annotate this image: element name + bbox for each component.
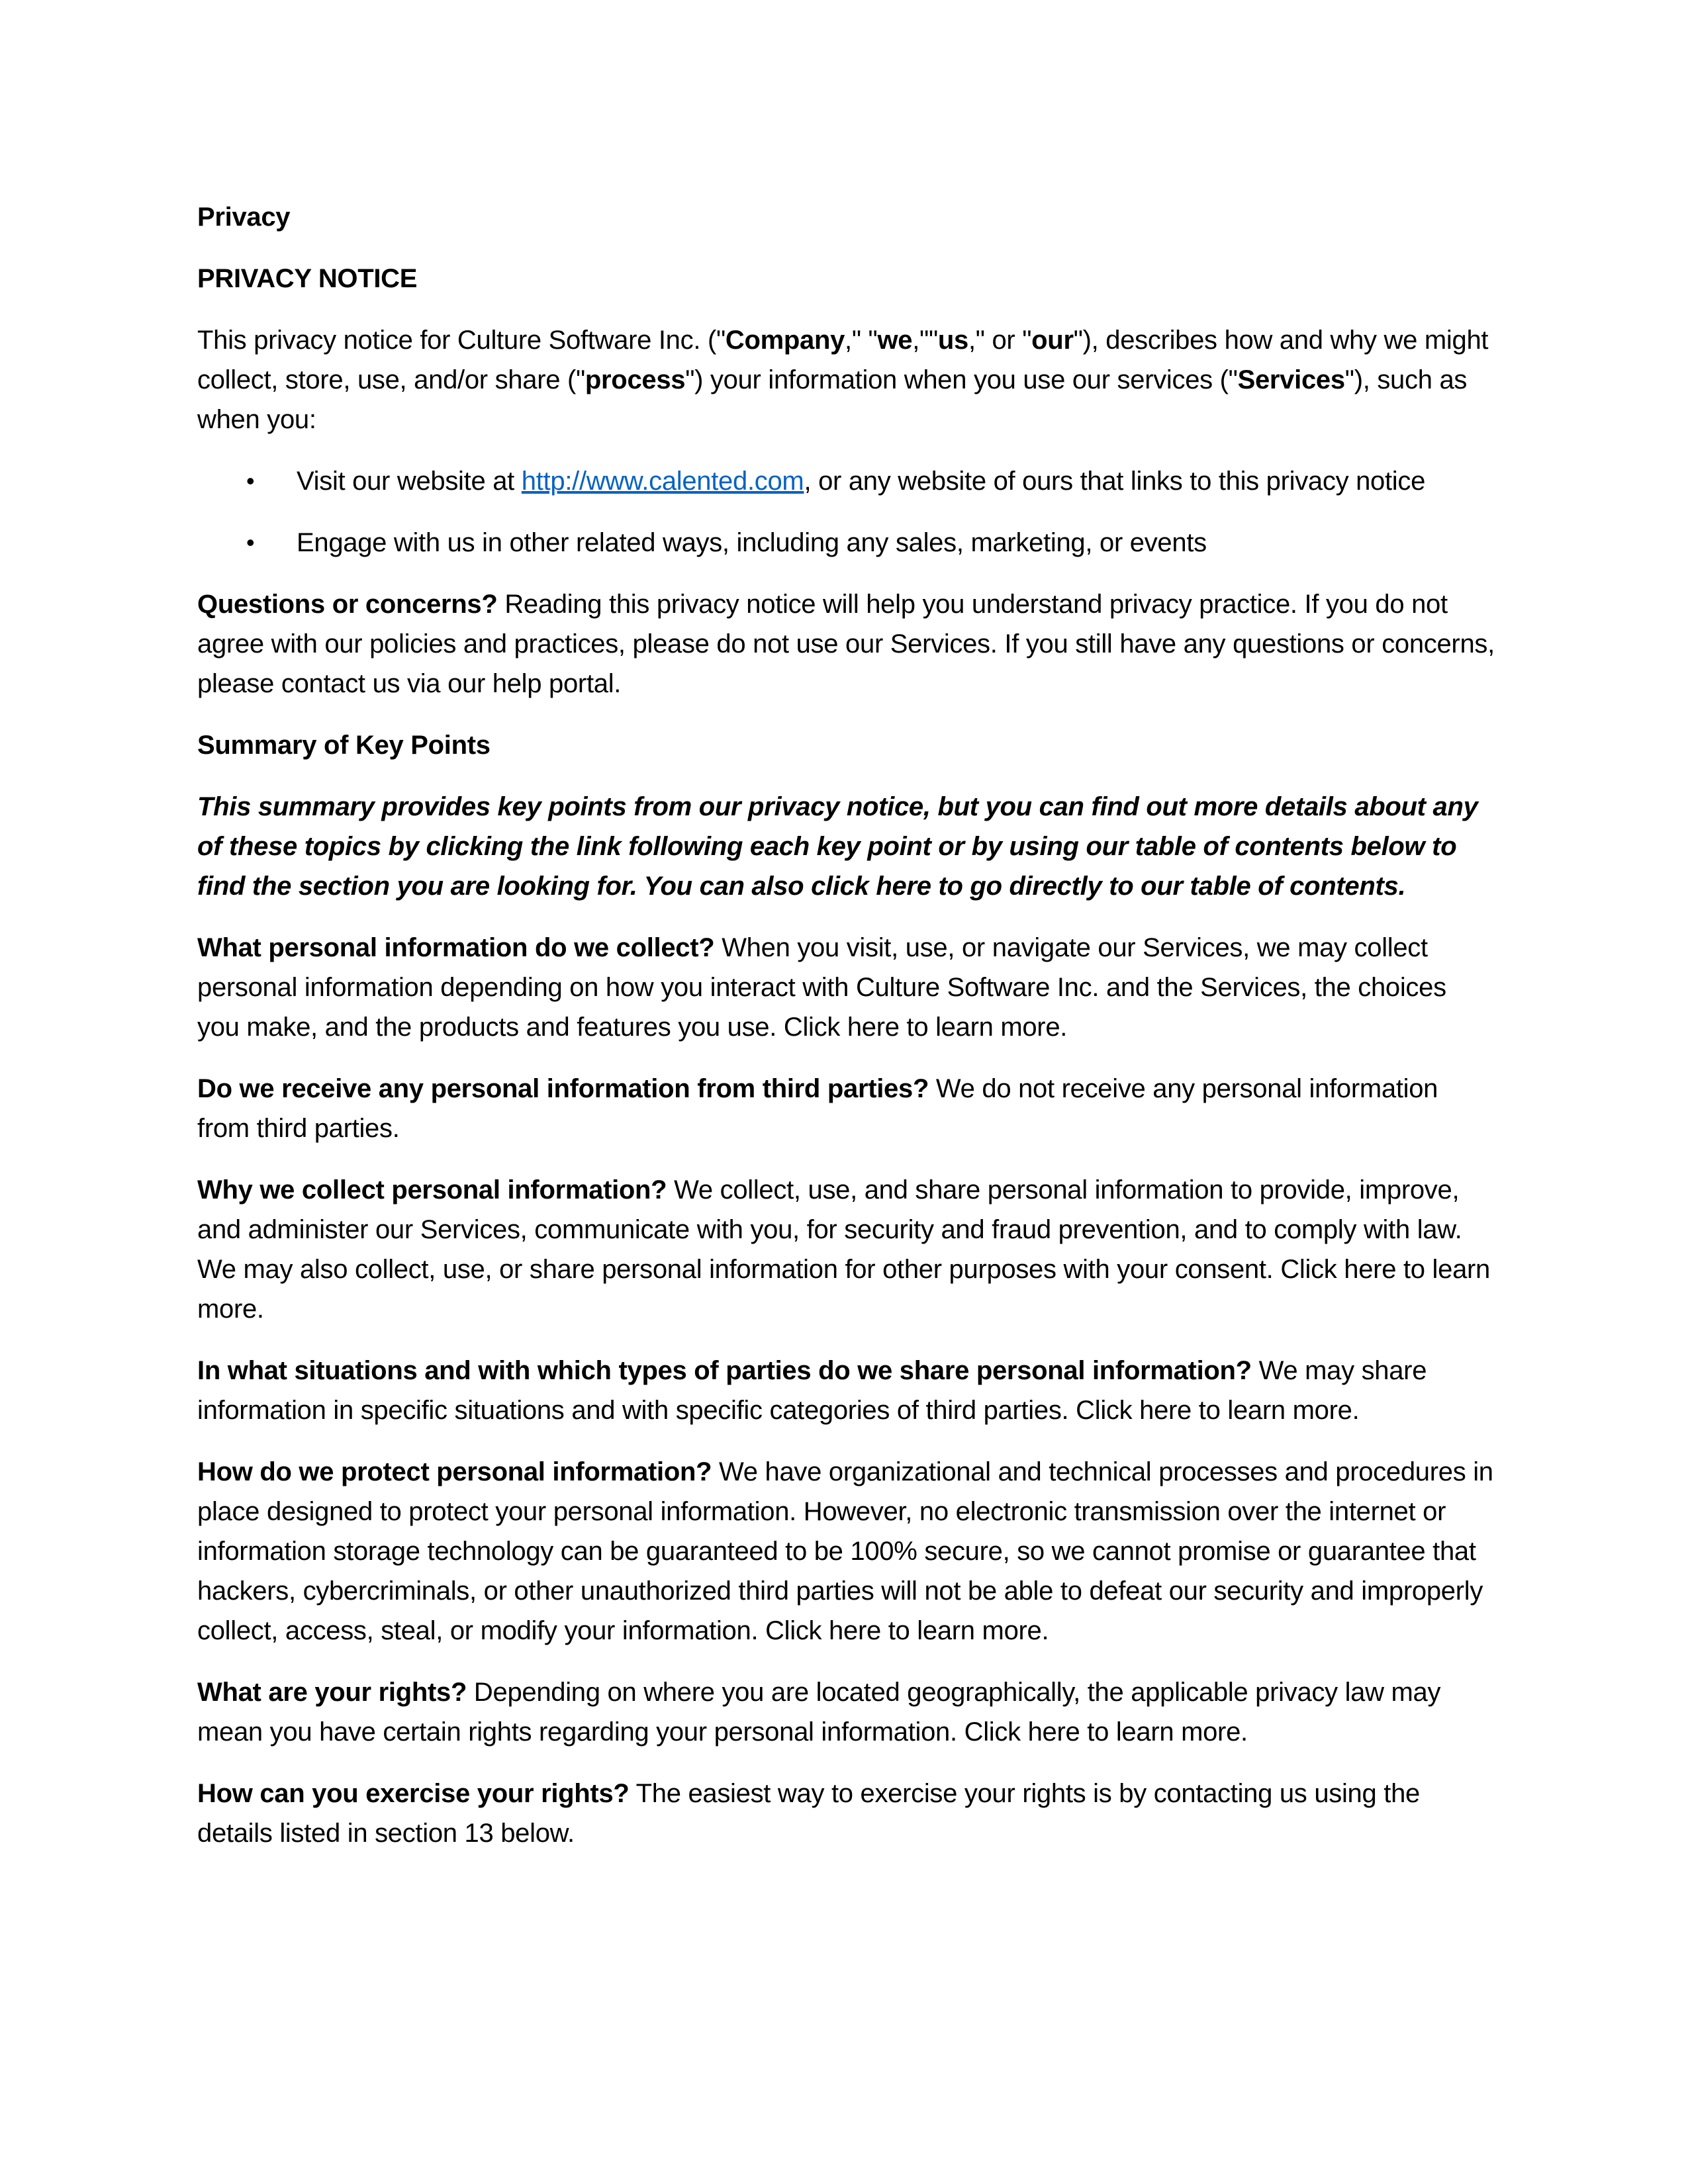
term-our: our <box>1031 326 1074 355</box>
key-point-question: What personal information do we collect? <box>197 933 715 962</box>
website-link[interactable]: http://www.calented.com <box>521 467 804 496</box>
key-point-answer: When you visit, use, or navigate our Services, we may collect personal information depending on how you interact with Culture Software Inc. and the Services, the choices you make, and the products and features you use. Click here to learn more. <box>197 933 1446 1042</box>
key-point <box>197 1672 1495 1752</box>
key-point-answer: Depending on where you are located geographically, the applicable privacy law may mean you have certain rights regarding your personal information. Click here to learn more. <box>197 1678 1441 1747</box>
key-point-question: What are your rights? <box>197 1678 467 1707</box>
key-point <box>197 1069 1495 1148</box>
key-point-question: In what situations and with which types of parties do we share personal information? <box>197 1356 1252 1385</box>
intro-text: ") your information when you use our services (" <box>685 365 1238 394</box>
term-us: us <box>937 326 968 355</box>
bullet-text: Engage with us in other related ways, including any sales, marketing, or events <box>297 528 1207 557</box>
key-point <box>197 928 1495 1047</box>
term-we: we <box>877 326 913 355</box>
section-heading-privacy-notice: PRIVACY NOTICE <box>197 264 418 293</box>
term-company: Company <box>725 326 845 355</box>
key-point <box>197 1452 1495 1651</box>
bullet-text: , or any website of ours that links to this privacy notice <box>804 467 1426 496</box>
key-point-answer: We may share information in specific situations and with specific categories of third parties. Click here to learn more. <box>197 1356 1427 1425</box>
list-item <box>197 461 1495 501</box>
bullet-list <box>197 461 1495 563</box>
intro-text: "), describes how and why we might collect, store, use, and/or share (" <box>197 326 1489 394</box>
document-body <box>197 197 1495 1875</box>
document-title: Privacy <box>197 203 291 232</box>
key-point <box>197 1774 1495 1853</box>
intro-paragraph <box>197 320 1495 439</box>
questions-text: Reading this privacy notice will help you understand privacy practice. If you do not agree with our policies and practices, please do not use our Services. If you still have any questions or concerns, please contact us via our help portal. <box>197 590 1495 698</box>
bullet-icon: • <box>246 529 255 556</box>
term-process: process <box>585 365 686 394</box>
questions-label: Questions or concerns? <box>197 590 498 619</box>
key-point-question: How do we protect personal information? <box>197 1457 712 1486</box>
key-point-question: How can you exercise your rights? <box>197 1779 630 1808</box>
bullet-icon: • <box>246 467 255 494</box>
intro-text: ,"" <box>912 326 938 355</box>
key-point <box>197 1351 1495 1430</box>
summary-heading: Summary of Key Points <box>197 731 491 760</box>
intro-text: "), such as when you: <box>197 365 1468 434</box>
key-point-answer: The easiest way to exercise your rights is by contacting us using the details listed in section 13 below. <box>197 1779 1420 1848</box>
key-point-answer: We collect, use, and share personal information to provide, improve, and administer our Services, communicate with you, for security and fraud prevention, and to comply with law. We may also collect, use, or share personal information for other purposes with your consent. Click here to learn more. <box>197 1175 1490 1324</box>
key-point-answer: We do not receive any personal information from third parties. <box>197 1074 1438 1143</box>
key-point-answer: We have organizational and technical processes and procedures in place designed to protect your personal information. However, no electronic transmission over the internet or information storage technology can be guaranteed to be 100% secure, so we cannot promise or guarantee that hackers, cybercriminals, or other unauthorized third parties will not be able to defeat our security and improperly collect, access, steal, or modify your information. Click here to learn more. <box>197 1457 1493 1645</box>
key-point <box>197 1170 1495 1329</box>
bullet-text: Visit our website at <box>297 467 522 496</box>
term-services: Services <box>1237 365 1345 394</box>
key-point-question: Do we receive any personal information from third parties? <box>197 1074 929 1103</box>
key-point-question: Why we collect personal information? <box>197 1175 667 1205</box>
intro-text: This privacy notice for Culture Software Inc. (" <box>197 326 726 355</box>
intro-text: ," " <box>845 326 878 355</box>
summary-intro: This summary provides key points from our privacy notice, but you can find out more details about any of these topics by clicking the link following each key point or by using our table of contents below to find the section you are looking for. You can also click here to go directly to our table of contents. <box>197 792 1478 901</box>
questions-paragraph <box>197 584 1495 704</box>
list-item <box>197 523 1495 563</box>
intro-text: ," or " <box>968 326 1032 355</box>
